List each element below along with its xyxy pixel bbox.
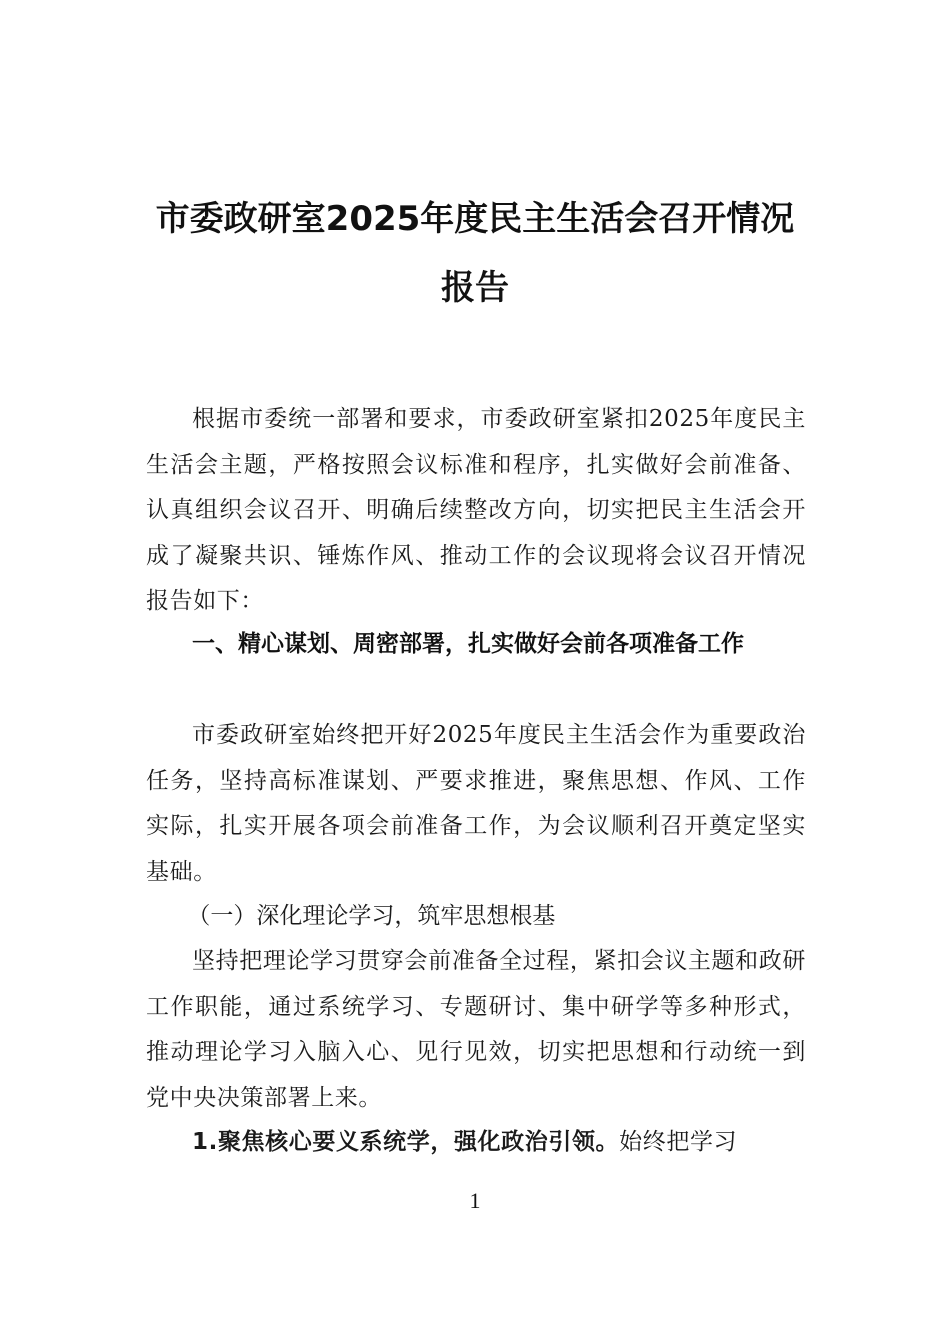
subsection-heading-1 xyxy=(146,894,806,940)
item-1-text: 始终把学习 xyxy=(619,1129,738,1155)
document-title-line1: 市委政研室2025年度民主生活会召开情况 xyxy=(155,199,795,239)
document-title-line2: 报告 xyxy=(441,268,509,308)
subsection-1-paragraph: 坚持把理论学习贯穿会前准备全过程，紧扣会议主题和政研工作职能，通过系统学习、专题研讨、集中研学等多种形式，推动理论学习入脑入心、见行见效，切实把思想和行动统一到党中央决策部署上来。 xyxy=(146,948,806,1111)
item-1-lead: 1.聚焦核心要义系统学，强化政治引领。 xyxy=(192,1129,620,1155)
page-number: 1 xyxy=(469,1188,481,1213)
item-1-paragraph xyxy=(146,1120,806,1166)
section-heading-1: 一、精心谋划、周密部署，扎实做好会前各项准备工作 xyxy=(192,631,744,657)
intro-paragraph: 根据市委统一部署和要求，市委政研室紧扣2025年度民主生活会主题，严格按照会议标准和程序，扎实做好会前准备、认真组织会议召开、明确后续整改方向，切实把民主生活会开成了凝聚共识、锤炼作风、推动工作的会议现将会议召开情况报告如下： xyxy=(146,406,806,614)
subsection-heading-1-text: （一）深化理论学习，筑牢思想根基 xyxy=(187,903,556,929)
section-1-paragraph: 市委政研室始终把开好2025年度民主生活会作为重要政治任务，坚持高标准谋划、严要求推进，聚焦思想、作风、工作实际，扎实开展各项会前准备工作，为会议顺利召开奠定坚实基础。 xyxy=(146,722,806,885)
